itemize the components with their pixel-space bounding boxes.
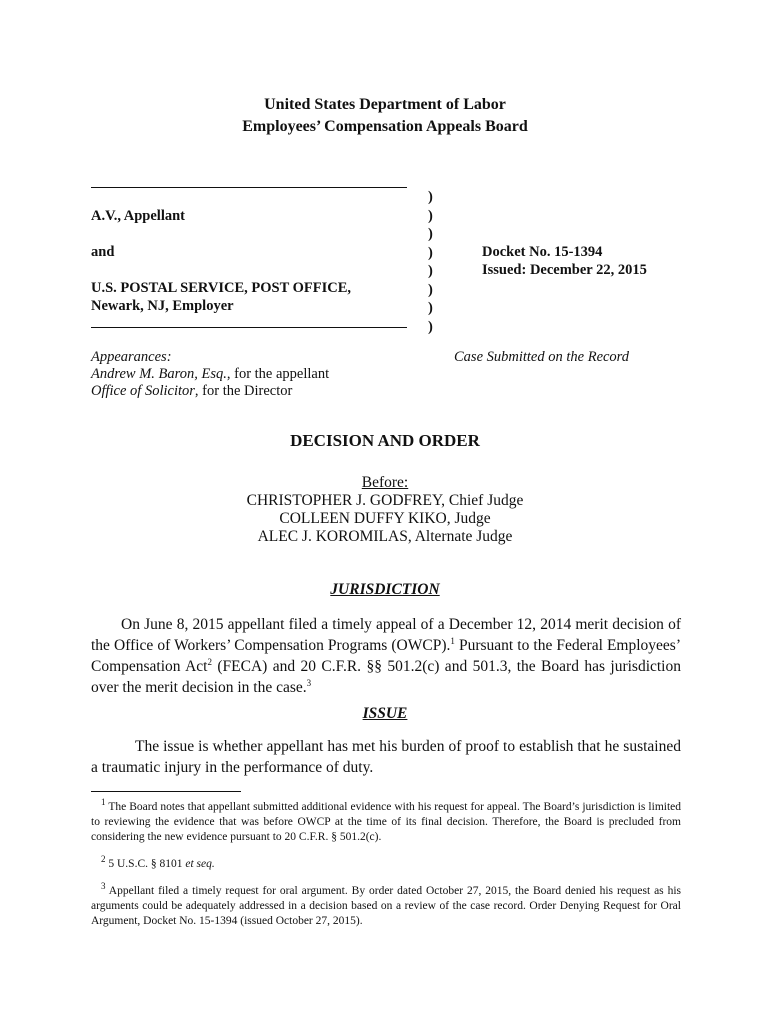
footnote-1	[91, 797, 682, 845]
footnote-3-text: Appellant filed a timely request for oral argument. By order dated October 27, 2015, the Board denied his request as his arguments could be adequately addressed in a decision based on a review of the case record. Order Denying Request for Oral Argument, Docket No. 15-1394 (issued October 27, 2015).	[91, 885, 681, 927]
footnote-ref-1: 1	[450, 635, 455, 646]
footnote-1-text: The Board notes that appellant submitted additional evidence with his request for appeal. The Board’s jurisdiction is limited to reviewing the evidence that was before OWCP at the time of its final decision. Therefore, the Board is precluded from considering the new evidence pursuant to 20 C.F.R. § 501.2(c).	[91, 801, 682, 843]
jurisdiction-heading: JURISDICTION	[330, 581, 440, 598]
issue-paragraph: The issue is whether appellant has met his burden of proof to establish that he sustained a traumatic injury in the performance of duty.	[91, 738, 681, 776]
board-name: Employees’ Compensation Appeals Board	[242, 118, 528, 135]
paren: )	[428, 318, 433, 335]
judge-2: COLLEEN DUFFY KIKO, Judge	[279, 510, 491, 527]
footnote-3-number: 3	[101, 881, 106, 892]
footnote-ref-3: 3	[306, 677, 312, 688]
jurisdiction-text-c: (FECA) and 20 C.F.R. §§ 501.2(c) and 501.3, the Board has jurisdiction over the merit decision in the case.	[91, 658, 681, 696]
paren: )	[428, 226, 433, 242]
paren: )	[428, 189, 433, 205]
jurisdiction-text-b: Pursuant to the Federal Employees’ Compensation Act	[91, 637, 681, 675]
footnote-ref-2: 2	[207, 656, 212, 667]
director-representative	[91, 382, 292, 400]
footnote-2	[91, 854, 681, 872]
appellant-rep-role: , for the appellant	[226, 366, 330, 382]
footnote-1-number: 1	[101, 797, 106, 808]
issued-date: Issued: December 22, 2015	[482, 262, 647, 278]
paren: )	[428, 263, 433, 279]
issue-heading: ISSUE	[362, 705, 408, 722]
judge-1: CHRISTOPHER J. GODFREY, Chief Judge	[246, 492, 524, 509]
appellant-name: A.V., Appellant	[91, 208, 186, 224]
jurisdiction-text-a: On June 8, 2015 appellant filed a timely appeal of a December 12, 2014 merit decision of the Office of Workers’ Compensation Programs (OWCP).	[91, 616, 681, 654]
paren: )	[428, 207, 433, 224]
case-submitted-note: Case Submitted on the Record	[454, 349, 630, 365]
paren: )	[428, 300, 433, 316]
appearances-label: Appearances:	[91, 349, 172, 365]
paren: )	[428, 281, 433, 298]
director-rep-name: Office of Solicitor	[91, 383, 195, 399]
director-rep-role: , for the Director	[194, 383, 293, 399]
employer-line-1: U.S. POSTAL SERVICE, POST OFFICE,	[91, 280, 352, 296]
footnote-2-text: 5 U.S.C. § 8101	[108, 858, 186, 870]
agency-name: United States Department of Labor	[264, 96, 506, 113]
caption-parens	[428, 188, 433, 336]
appellant-rep-name: Andrew M. Baron, Esq.	[91, 366, 227, 382]
caption-top-rule	[91, 187, 407, 188]
before-label: Before:	[361, 474, 409, 491]
footnote-3	[91, 881, 681, 929]
employer-line-2: Newark, NJ, Employer	[91, 298, 234, 314]
appellant-representative	[91, 365, 329, 383]
docket-number: Docket No. 15-1394	[482, 244, 603, 260]
caption-bottom-rule	[91, 327, 407, 328]
paren: )	[428, 244, 433, 261]
decision-title: DECISION AND ORDER	[290, 431, 480, 450]
caption-and: and	[91, 244, 115, 260]
jurisdiction-paragraph	[91, 614, 681, 698]
footnote-2-number: 2	[101, 854, 106, 865]
judge-3: ALEC J. KOROMILAS, Alternate Judge	[257, 528, 513, 545]
footnote-2-et-seq: et seq.	[185, 858, 215, 870]
footnote-separator	[91, 791, 241, 792]
